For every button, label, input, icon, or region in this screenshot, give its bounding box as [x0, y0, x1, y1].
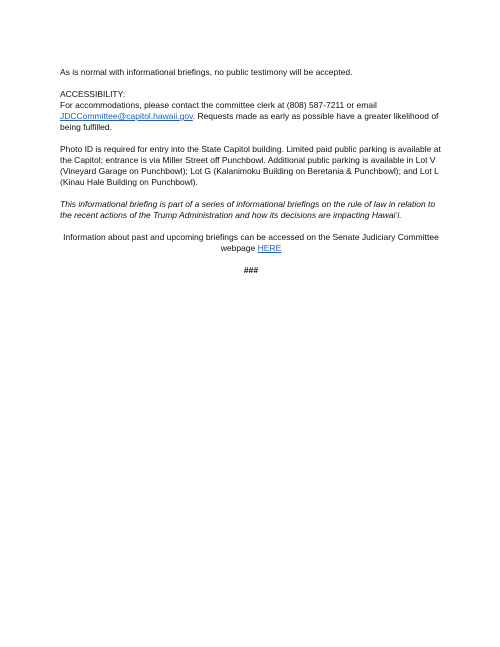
accessibility-section	[60, 89, 442, 133]
committee-email-link[interactable]: JDCCommittee@capitol.hawaii.gov	[60, 111, 193, 121]
parking-info-text: Photo ID is required for entry into the State Capitol building. Limited paid public parking is available at the Capitol; entrance is via Miller Street off Punchbowl. Additional public parking is available in Lot V (Vineyard Garage on Punchbowl); Lot G (Kalanimoku Building on Beretania & Punchbowl); and Lot L (Kinau Hale Building on Punchbowl).	[60, 144, 441, 187]
accessibility-contact-text: For accommodations, please contact the committee clerk at (808) 587-7211 or email	[60, 100, 377, 110]
webpage-info	[60, 232, 442, 254]
webpage-info-text: Information about past and upcoming briefings can be accessed on the Senate Judiciary Committee webpage	[63, 232, 439, 253]
testimony-notice	[60, 67, 442, 78]
series-note	[60, 199, 442, 221]
end-mark-text: ###	[243, 265, 259, 275]
webpage-here-link[interactable]: HERE	[257, 243, 282, 253]
testimony-notice-text: As is normal with informational briefings, no public testimony will be accepted.	[60, 67, 353, 77]
accessibility-heading: ACCESSIBILITY:	[60, 89, 126, 99]
parking-info	[60, 144, 442, 188]
accessibility-after-email: . Requests made as early as possible have a greater likelihood of being fulfilled.	[60, 111, 439, 132]
document-body	[60, 67, 442, 287]
end-mark	[60, 265, 442, 276]
series-note-text: This informational briefing is part of a series of informational briefings on the rule of law in relation to the recent actions of the Trump Administration and how its decisions are impacting Hawai‘i.	[60, 199, 436, 220]
